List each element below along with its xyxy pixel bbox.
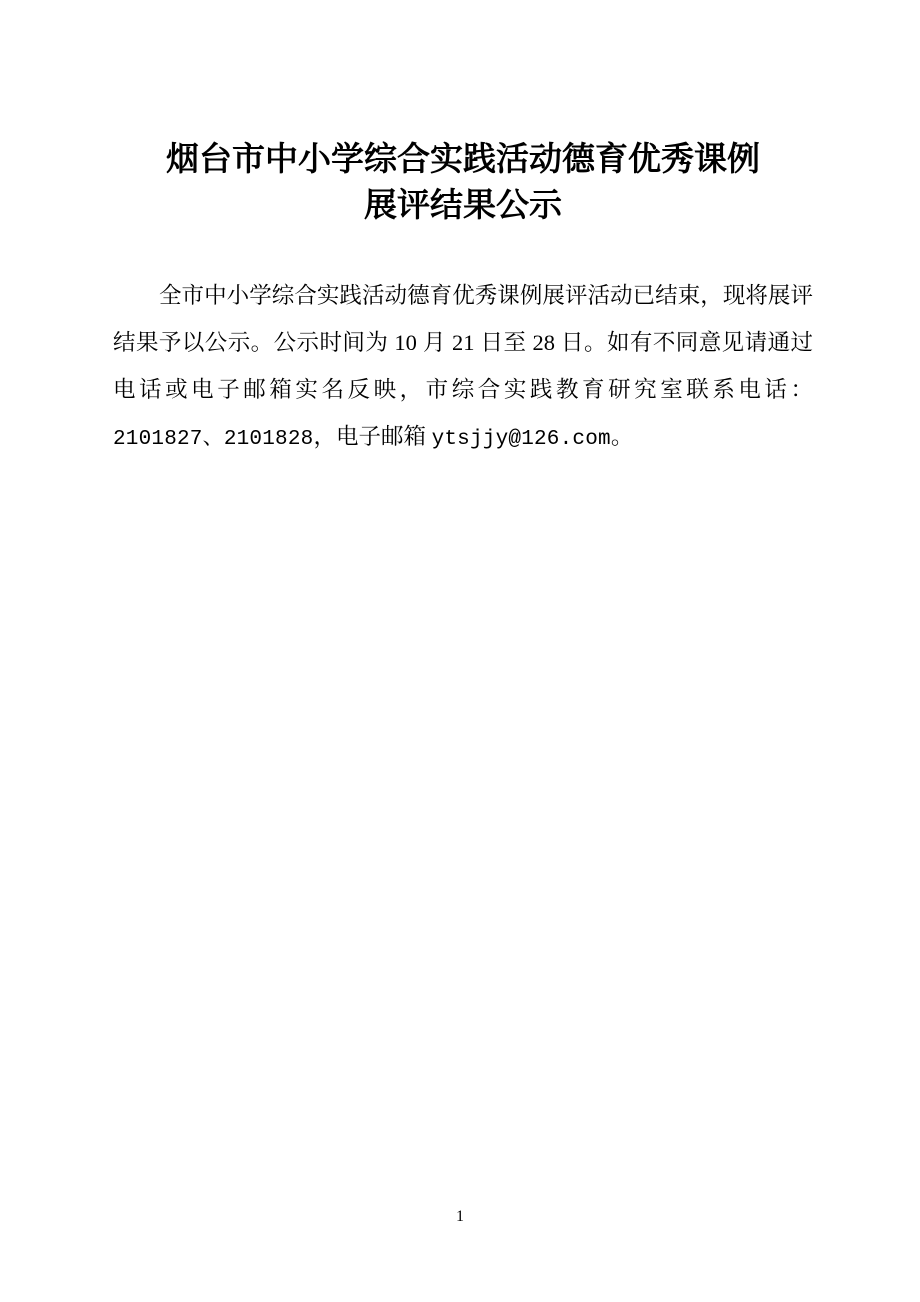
- page-title-line-2: 展评结果公示: [364, 186, 562, 223]
- notice-text-part-2: ，电子邮箱: [313, 424, 432, 449]
- notice-paragraph: [113, 228, 813, 463]
- page-title-line-1: 烟台市中小学综合实践活动德育优秀课例: [166, 140, 760, 177]
- notice-text-end: 。: [610, 424, 634, 449]
- contact-email: ytsjjy@126.com: [431, 428, 611, 451]
- contact-phone-numbers: 2101827、2101828: [113, 428, 314, 451]
- page-title: [113, 0, 813, 228]
- page-number: 1: [456, 1208, 464, 1225]
- document-content: [113, 0, 813, 463]
- notice-text-part-1: 全市中小学综合实践活动德育优秀课例展评活动已结束，现将展评结果予以公示。公示时间为 10 月 21 日至 28 日。如有不同意见请通过电话或电子邮箱实名反映，市综合实践教育研究室联系电话：: [113, 283, 813, 402]
